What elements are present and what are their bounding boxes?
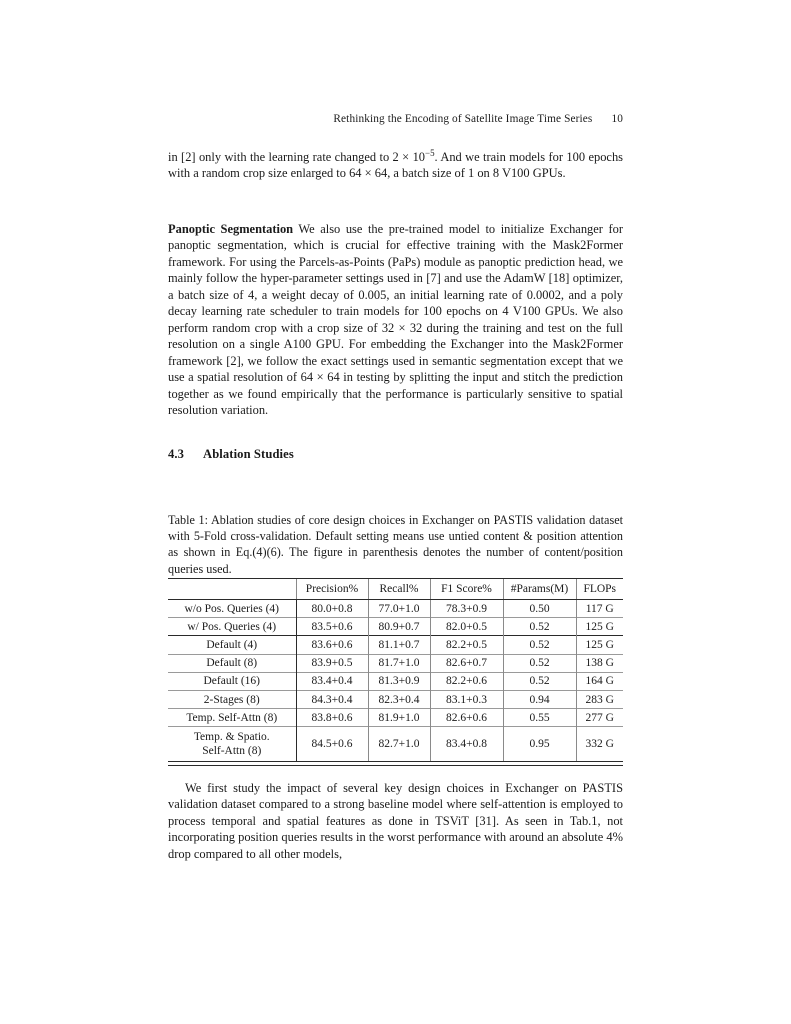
table-caption — [168, 512, 623, 577]
cell-params: 0.52 — [503, 618, 576, 636]
cell-name: Temp. Self-Attn (8) — [168, 709, 296, 727]
ablation-table-block — [168, 578, 623, 766]
cell-name: w/o Pos. Queries (4) — [184, 602, 280, 615]
page-number: 10 — [611, 113, 623, 125]
cell-f1: 82.2+0.6 — [430, 672, 503, 690]
table-row — [168, 618, 623, 636]
table-row — [168, 690, 623, 708]
cell-precision: 83.5+0.6 — [296, 618, 368, 636]
cell-flops: 125 G — [576, 618, 623, 636]
cell-name-line2: Self-Attn (8) — [202, 745, 262, 758]
cell-params: 0.55 — [503, 709, 576, 727]
table-bottom-double-rule — [168, 761, 623, 765]
paragraph-setup-text: in [2] only with the learning rate changed to $2 \times 10^{-5}$. And we train models for 100 epochs with a random crop size enlarged to 64 × 64, a batch size of 1 on 8 V100 GPUs. — [168, 147, 624, 181]
table-row — [168, 727, 623, 762]
cell-f1: 82.0+0.5 — [430, 618, 503, 636]
cell-flops: 138 G — [576, 654, 623, 672]
section-title: Ablation Studies — [203, 447, 294, 461]
cell-name: w/ Pos. Queries (4) — [168, 618, 296, 636]
header-cell-params: #Params(M) — [503, 579, 576, 600]
paragraph-setup — [168, 149, 623, 182]
cell-recall: 81.3+0.9 — [368, 672, 430, 690]
cell-name: Default (8) — [168, 654, 296, 672]
cell-params: 0.94 — [503, 690, 576, 708]
ablation-table — [168, 578, 623, 761]
cell-flops: 164 G — [576, 672, 623, 690]
table-row — [168, 600, 623, 618]
cell-recall: 81.1+0.7 — [368, 636, 430, 654]
paragraph-panoptic-segmentation — [168, 221, 623, 418]
paragraph-panoptic-text: Panoptic Segmentation We also use the pre-trained model to initialize Exchanger for panoptic segmentation, which is crucial for effective training with the Mask2Former framework. For using the Parcels-as-Points (PaPs) module as panoptic prediction head, we mainly follow the hyper-parameter settings used in [7] and use the AdamW [18] optimizer, a batch size of 4, a weight decay of 0.005, an initial learning rate of 0.0002, and a poly decay learning rate scheduler to train models for 100 epochs on 4 V100 GPUs. We also perform random crop with a crop size of 32 × 32 during the training and test on the full resolution on a single A100 GPU. For embedding the Exchanger into the Mask2Former framework [2], we follow the exact settings used in semantic segmentation except that we use a spatial resolution of 64 × 64 in testing by splitting the input and stitch the prediction together as we found empirically that the performance is particularly sensitive to spatial resolution variation. — [168, 222, 623, 417]
cell-params: 0.50 — [503, 600, 576, 618]
cell-f1: 83.1+0.3 — [430, 690, 503, 708]
cell-precision: 83.9+0.5 — [296, 654, 368, 672]
cell-precision: 84.3+0.4 — [296, 690, 368, 708]
header-cell-f1: F1 Score% — [430, 579, 503, 600]
cell-f1: 82.2+0.5 — [430, 636, 503, 654]
cell-name: 2-Stages (8) — [168, 690, 296, 708]
cell-name-line1: Temp. & Spatio. — [193, 731, 270, 744]
cell-flops: 332 G — [576, 727, 623, 762]
cell-params: 0.95 — [503, 727, 576, 762]
running-head — [168, 113, 623, 125]
cell-params: 0.52 — [503, 654, 576, 672]
cell-params: 0.52 — [503, 672, 576, 690]
cell-precision: 83.4+0.4 — [296, 672, 368, 690]
cell-recall: 80.9+0.7 — [368, 618, 430, 636]
panoptic-lead-in: Panoptic Segmentation — [168, 222, 294, 236]
cell-f1: 82.6+0.7 — [430, 654, 503, 672]
running-head-title: Rethinking the Encoding of Satellite Image Time Series — [333, 113, 593, 125]
header-cell-precision: Precision% — [296, 579, 368, 600]
table-row — [168, 672, 623, 690]
header-cell-blank — [168, 579, 296, 600]
header-cell-flops: FLOPs — [576, 579, 623, 600]
table-caption-text: Table 1: Ablation studies of core design choices in Exchanger on PASTIS validation dataset with 5-Fold cross-validation. Default setting means use untied content & position attention as shown in Eq.(4)(6). The figure in parenthesis denotes the number of content/position queries used. — [168, 513, 623, 576]
cell-precision: 84.5+0.6 — [296, 727, 368, 762]
paragraph-closing-text: We first study the impact of several key design choices in Exchanger on PASTIS validation dataset compared to a strong baseline model where self-attention is employed to process temporal and spatial features as done in TSViT [31]. As seen in Tab.1, not incorporating position queries results in the worst performance with around an absolute 4% drop compared to all other models, — [168, 781, 623, 861]
cell-precision: 80.0+0.8 — [296, 600, 368, 618]
cell-precision: 83.8+0.6 — [296, 709, 368, 727]
table-row — [168, 654, 623, 672]
cell-recall: 82.7+1.0 — [368, 727, 430, 762]
cell-flops: 125 G — [576, 636, 623, 654]
cell-recall: 81.7+1.0 — [368, 654, 430, 672]
section-number: 4.3 — [168, 447, 185, 461]
cell-f1: 83.4+0.8 — [430, 727, 503, 762]
cell-name: Default (4) — [168, 636, 296, 654]
table-row — [168, 636, 623, 654]
cell-params: 0.52 — [503, 636, 576, 654]
paragraph-closing — [168, 780, 623, 862]
cell-name — [168, 727, 296, 762]
cell-recall: 77.0+1.0 — [368, 600, 430, 618]
cell-flops: 283 G — [576, 690, 623, 708]
cell-f1: 78.3+0.9 — [430, 600, 503, 618]
cell-flops: 277 G — [576, 709, 623, 727]
table-header-row — [168, 579, 623, 600]
section-heading — [168, 447, 623, 462]
cell-name: Default (16) — [168, 672, 296, 690]
cell-flops: 117 G — [576, 600, 623, 618]
cell-f1: 82.6+0.6 — [430, 709, 503, 727]
cell-recall: 82.3+0.4 — [368, 690, 430, 708]
header-cell-recall: Recall% — [368, 579, 430, 600]
cell-recall: 81.9+1.0 — [368, 709, 430, 727]
cell-precision: 83.6+0.6 — [296, 636, 368, 654]
table-row — [168, 709, 623, 727]
